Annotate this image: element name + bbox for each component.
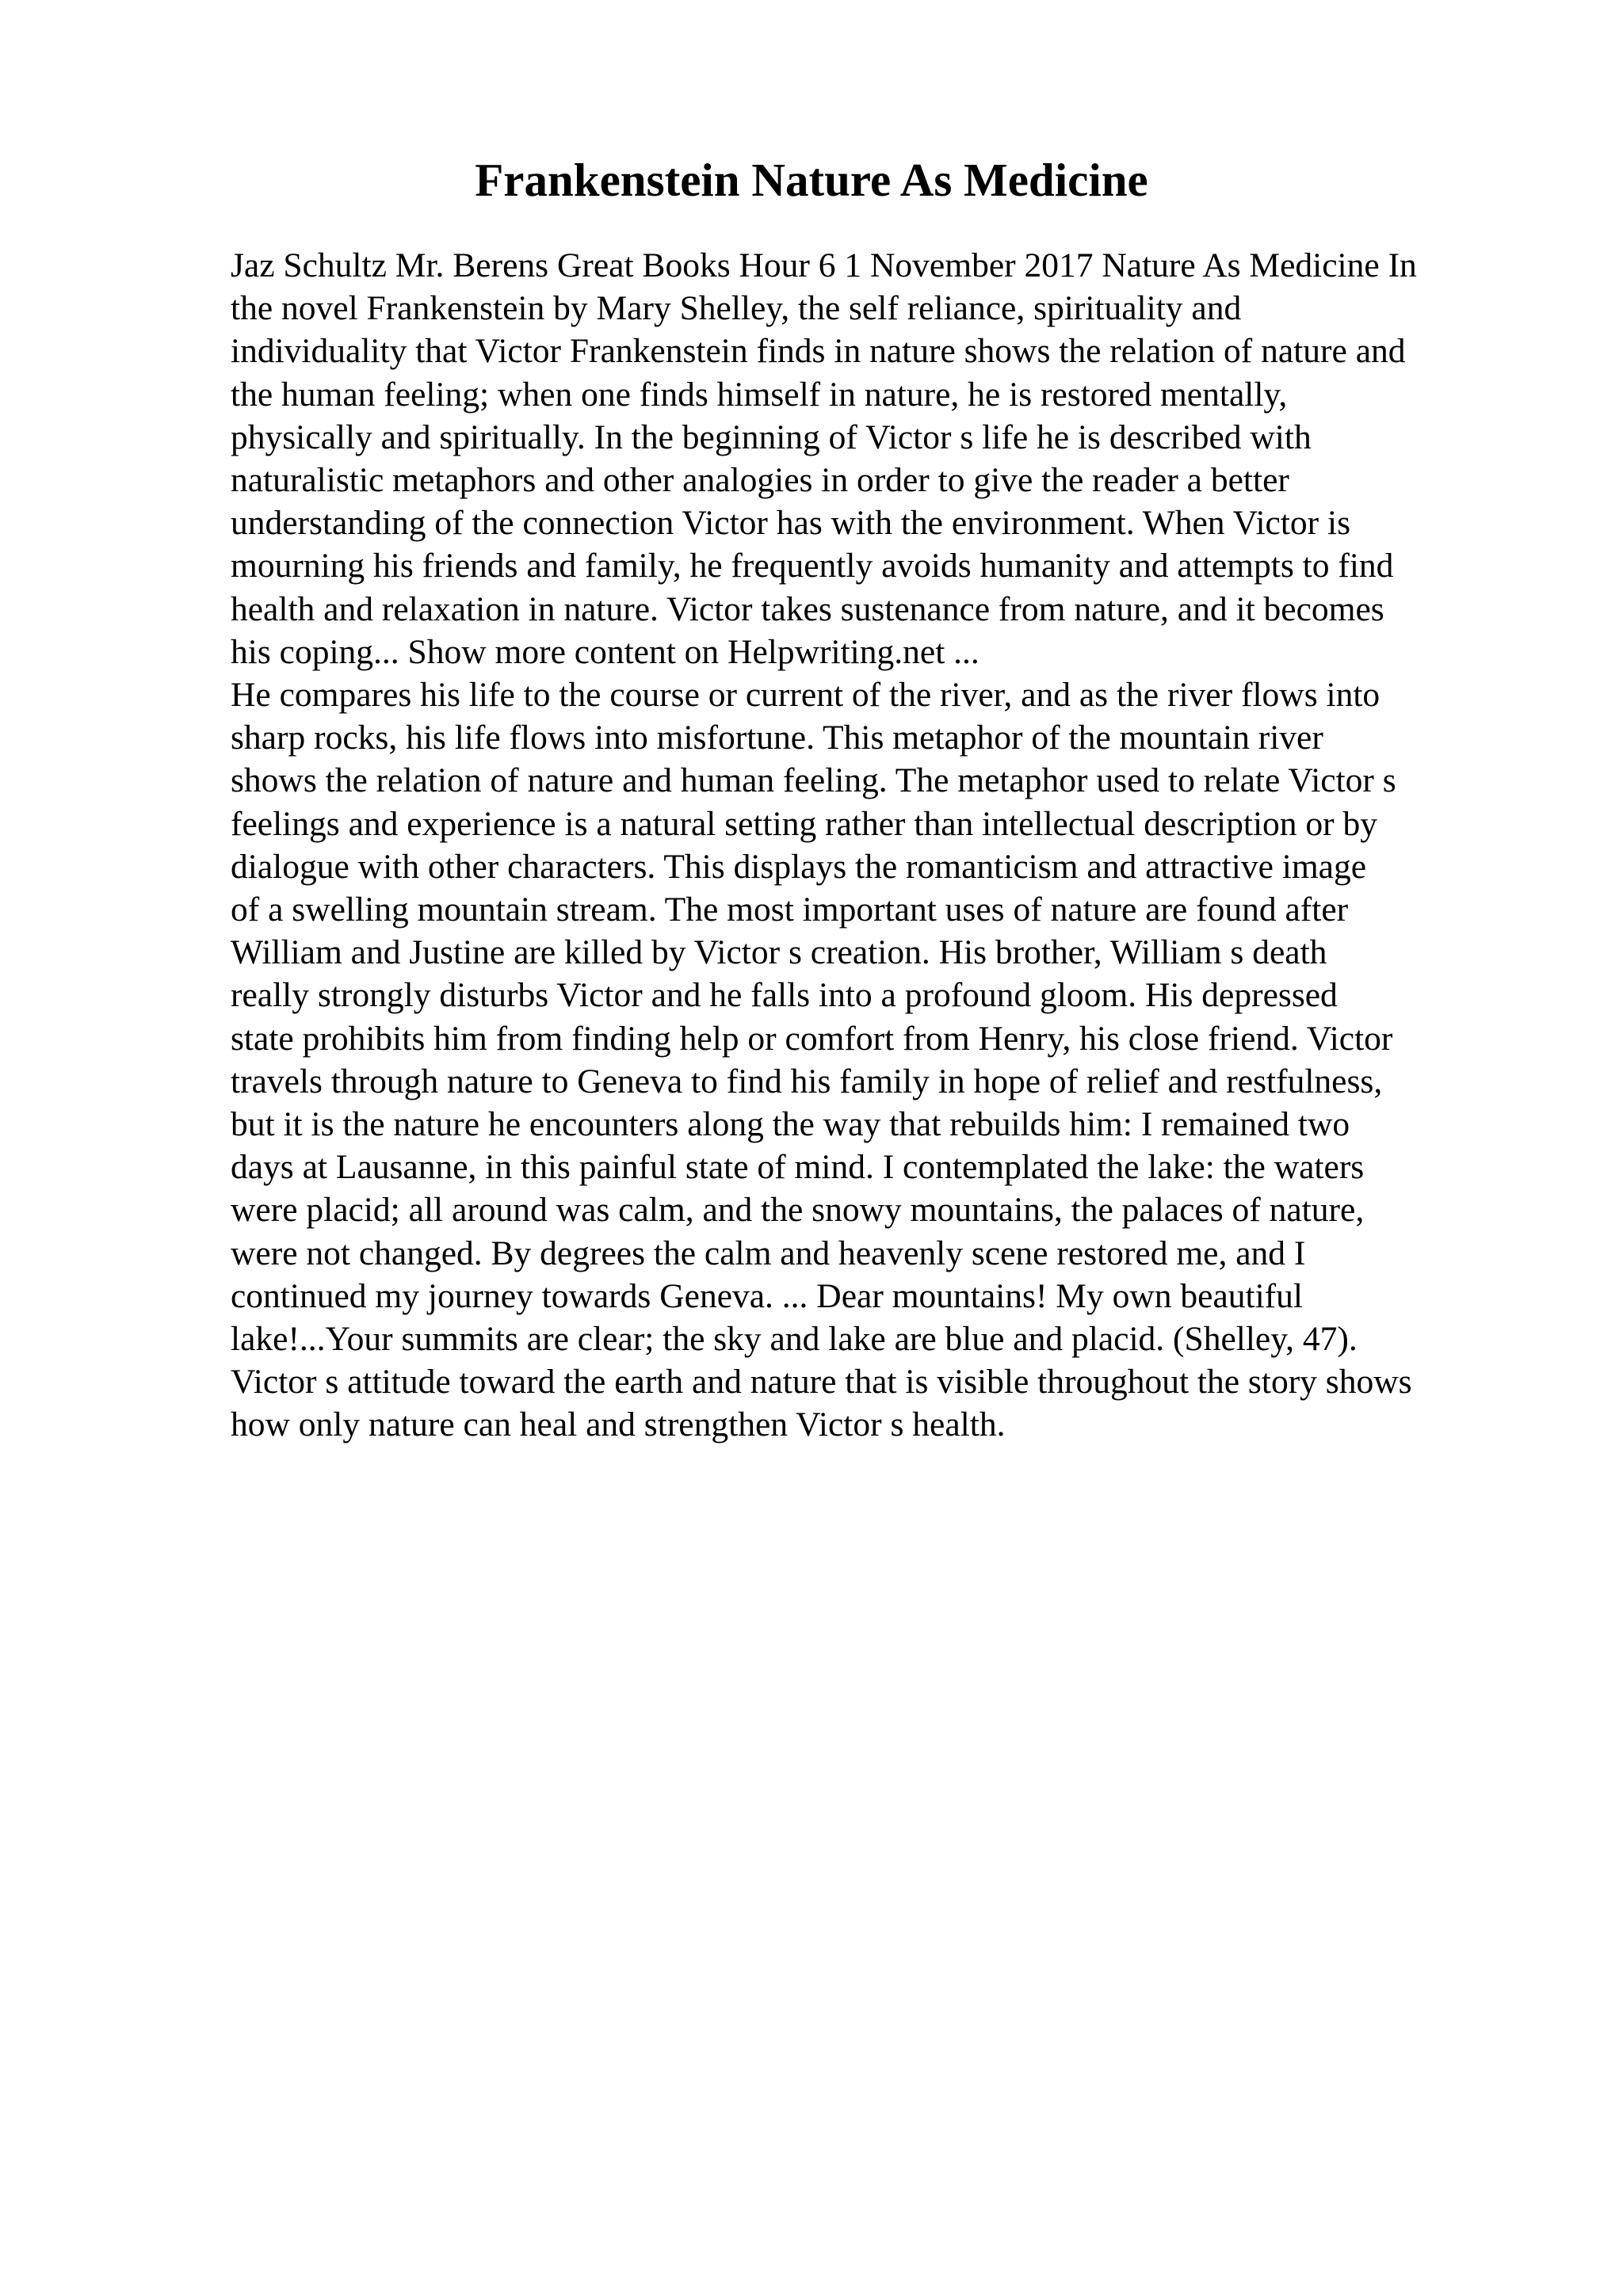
- body-line: sharp rocks, his life flows into misfortune. This metaphor of the mountain river: [231, 719, 1323, 757]
- body-line: the human feeling; when one finds himself in nature, he is restored mentally,: [231, 375, 1288, 414]
- body-line: William and Justine are killed by Victor s creation. His brother, William s death: [231, 933, 1327, 972]
- body-line: travels through nature to Geneva to find his family in hope of relief and restfulness,: [231, 1062, 1383, 1100]
- body-line: of a swelling mountain stream. The most important uses of nature are found after: [231, 891, 1349, 929]
- body-line: shows the relation of nature and human feeling. The metaphor used to relate Victor s: [231, 761, 1396, 800]
- body-line: really strongly disturbs Victor and he falls into a profound gloom. His depressed: [231, 976, 1338, 1015]
- body-line: were placid; all around was calm, and the snowy mountains, the palaces of nature,: [231, 1191, 1365, 1230]
- body-line: state prohibits him from finding help or comfort from Henry, his close friend. Victor: [231, 1019, 1393, 1058]
- body-line: mourning his friends and family, he frequently avoids humanity and attempts to find: [231, 547, 1394, 585]
- body-line: health and relaxation in nature. Victor takes sustenance from nature, and it becomes: [231, 589, 1384, 628]
- body-line: how only nature can heal and strengthen Victor s health.: [231, 1405, 1006, 1444]
- body-line: continued my journey towards Geneva. ... Dear mountains! My own beautiful: [231, 1276, 1304, 1315]
- body-line: the novel Frankenstein by Mary Shelley, the self reliance, spirituality and: [231, 289, 1242, 328]
- body-line: his coping... Show more content on Helpwriting.net ...: [231, 632, 980, 671]
- body-line: Victor s attitude toward the earth and nature that is visible throughout the story shows: [231, 1363, 1412, 1402]
- body-line: but it is the nature he encounters along the way that rebuilds him: I remained two: [231, 1105, 1350, 1144]
- body-line: feelings and experience is a natural setting rather than intellectual description or by: [231, 804, 1378, 843]
- body-line: were not changed. By degrees the calm and heavenly scene restored me, and I: [231, 1234, 1306, 1272]
- body-line: dialogue with other characters. This displays the romanticism and attractive image: [231, 847, 1367, 886]
- body-line: naturalistic metaphors and other analogies in order to give the reader a better: [231, 461, 1289, 500]
- document-title: Frankenstein Nature As Medicine: [475, 154, 1148, 206]
- body-line: lake!...Your summits are clear; the sky and lake are blue and placid. (Shelley, 47).: [231, 1320, 1358, 1359]
- document-body: [231, 244, 1514, 1447]
- body-line: Jaz Schultz Mr. Berens Great Books Hour 6 1 November 2017 Nature As Medicine In: [231, 246, 1417, 284]
- body-line: understanding of the connection Victor has with the environment. When Victor is: [231, 504, 1351, 543]
- body-line: individuality that Victor Frankenstein finds in nature shows the relation of nature and: [231, 332, 1406, 371]
- body-line: physically and spiritually. In the beginning of Victor s life he is described with: [231, 418, 1312, 456]
- body-line: days at Lausanne, in this painful state of mind. I contemplated the lake: the waters: [231, 1148, 1365, 1187]
- body-line: He compares his life to the course or current of the river, and as the river flows into: [231, 676, 1381, 715]
